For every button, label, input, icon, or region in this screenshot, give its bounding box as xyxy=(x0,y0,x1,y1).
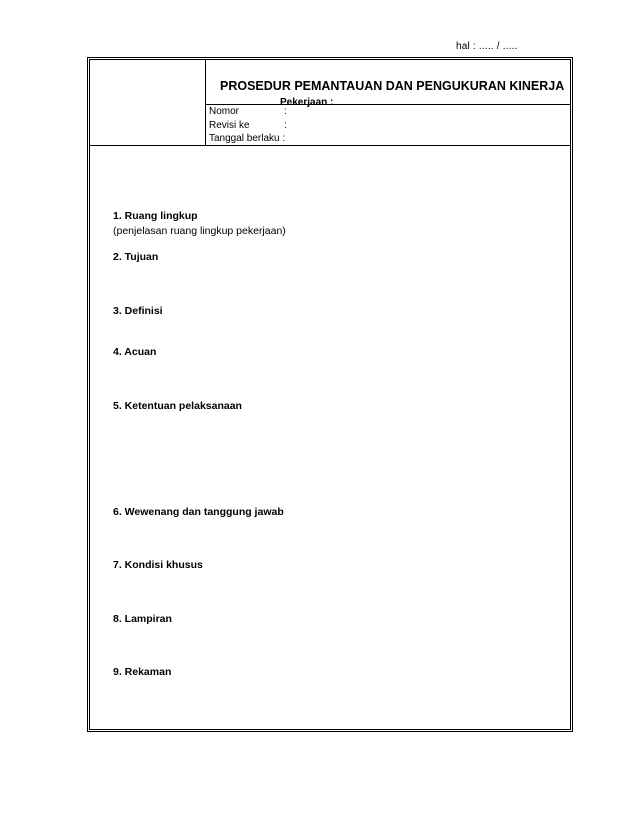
page-number: hal : ..... / ..... xyxy=(456,41,518,52)
section-ruang-lingkup-note: (penjelasan ruang lingkup pekerjaan) xyxy=(113,225,286,237)
header-bottom-line xyxy=(89,145,571,146)
field-nomor-sep: : xyxy=(284,106,287,117)
field-revisi-sep: : xyxy=(284,120,287,131)
header-title-divider xyxy=(205,104,571,105)
section-tujuan: 2. Tujuan xyxy=(113,251,159,263)
section-ruang-lingkup: 1. Ruang lingkup xyxy=(113,210,198,222)
section-rekaman: 9. Rekaman xyxy=(113,666,172,678)
document-title: PROSEDUR PEMANTAUAN DAN PENGUKURAN KINERJA xyxy=(220,79,565,93)
section-ketentuan-pelaksanaan: 5. Ketentuan pelaksanaan xyxy=(113,400,242,412)
section-wewenang: 6. Wewenang dan tanggung jawab xyxy=(113,506,284,518)
field-nomor-label: Nomor xyxy=(209,106,240,117)
field-tanggal-label: Tanggal berlaku : xyxy=(209,133,286,144)
section-definisi: 3. Definisi xyxy=(113,305,163,317)
header-logo-divider xyxy=(205,59,206,145)
section-kondisi-khusus: 7. Kondisi khusus xyxy=(113,559,203,571)
section-lampiran: 8. Lampiran xyxy=(113,613,172,625)
section-acuan: 4. Acuan xyxy=(113,346,157,358)
document-subtitle: Pekerjaan : xyxy=(280,97,334,108)
document-frame-inner xyxy=(89,59,571,730)
field-revisi-label: Revisi ke xyxy=(209,120,250,131)
